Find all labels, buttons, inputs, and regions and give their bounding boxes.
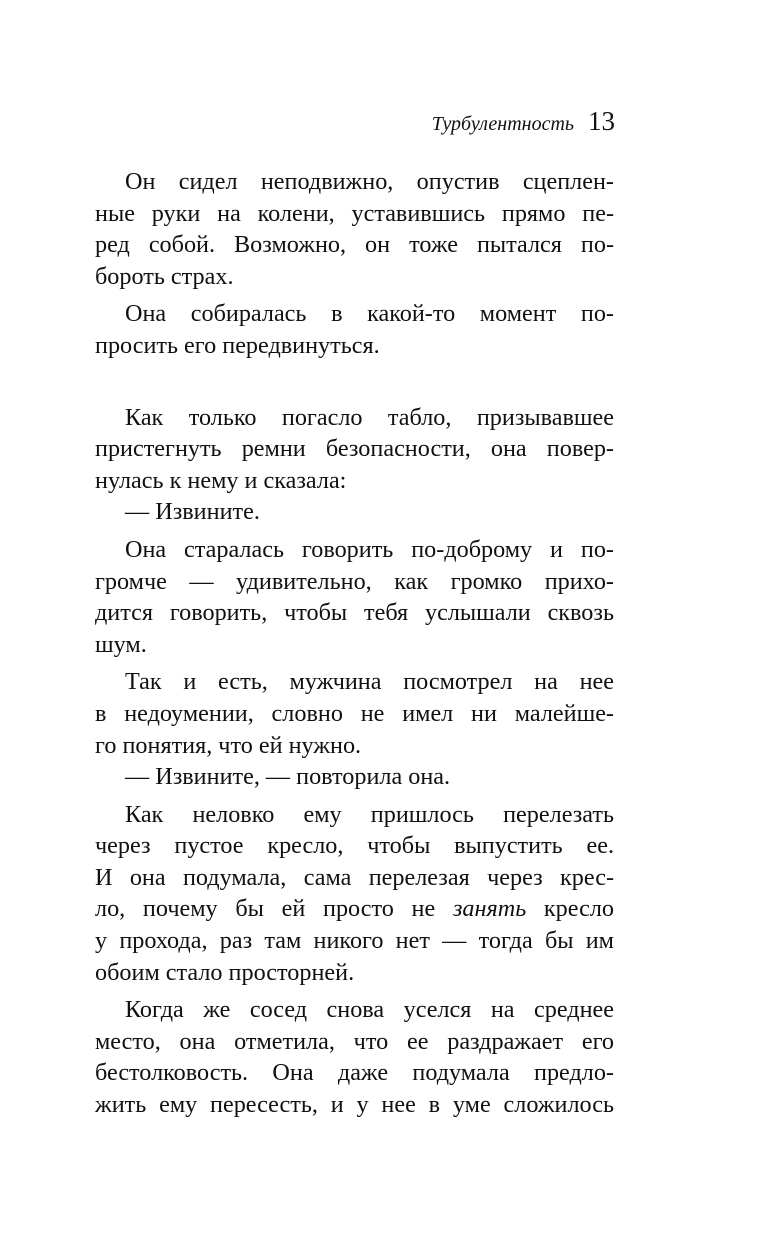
text-line: нулась к нему и сказала: — [95, 466, 347, 494]
text-line: просить его передвинуться. — [95, 331, 380, 359]
paragraph-8 — [95, 799, 614, 989]
paragraph-2 — [95, 298, 614, 361]
text-line: бестолковость. Она даже подумала предло- — [95, 1059, 614, 1087]
text-line: Когда же сосед снова уселся на среднее — [125, 996, 614, 1024]
emphasis-text: занять — [452, 895, 527, 923]
text-line: у прохода, раз там никого нет — тогда бы им — [95, 927, 614, 955]
text-line: через пустое кресло, чтобы выпустить ее. — [95, 832, 614, 860]
text-line: Как неловко ему пришлось перелезать — [125, 800, 614, 828]
text-line: жить ему пересесть, и у нее в уме сложилось — [95, 1091, 614, 1119]
text-line: Он сидел неподвижно, опустив сцеплен- — [125, 168, 614, 195]
text-line: — Извините, — повторила она. — [125, 763, 451, 791]
text-line: место, она отметила, что ее раздражает его — [95, 1027, 614, 1055]
text-line: Она старалась говорить по-доброму и по- — [125, 535, 614, 563]
body-text — [95, 166, 614, 1121]
text-line: обоим стало просторней. — [95, 958, 355, 986]
text-run: кресло — [526, 895, 615, 923]
page-header — [432, 106, 615, 137]
text-line: в недоумении, словно не имел ни малейше- — [95, 699, 614, 727]
text-line — [95, 893, 614, 925]
paragraph-7 — [95, 761, 614, 793]
running-title: Турбулентность — [431, 113, 574, 135]
text-line: Она собиралась в какой-то момент по- — [125, 300, 614, 328]
text-line: И она подумала, сама перелезая через крес- — [95, 863, 614, 891]
text-run: ло, почему бы ей просто не — [95, 895, 453, 923]
page-number: 13 — [588, 106, 615, 136]
text-line: Так и есть, мужчина посмотрел на нее — [125, 668, 614, 696]
text-line: шум. — [95, 630, 147, 658]
paragraph-6 — [95, 666, 614, 761]
text-line: дится говорить, чтобы тебя услышали сквозь — [95, 599, 614, 627]
text-line: бороть страх. — [95, 262, 234, 290]
paragraph-9 — [95, 994, 614, 1120]
paragraph-4 — [95, 496, 614, 528]
text-line: ред собой. Возможно, он тоже пытался по- — [95, 231, 614, 259]
text-line: громче — удивительно, как громко прихо- — [95, 567, 614, 595]
paragraph-5 — [95, 534, 614, 660]
section-break — [95, 362, 614, 402]
text-line: Как только погасло табло, призывавшее — [125, 403, 614, 431]
text-line: ные руки на колени, уставившись прямо пе- — [95, 199, 614, 227]
paragraph-3 — [95, 402, 614, 497]
text-line: пристегнуть ремни безопасности, она повер- — [95, 435, 614, 463]
paragraph-1 — [95, 166, 614, 292]
text-line: го понятия, что ей нужно. — [95, 731, 362, 759]
text-line: — Извините. — [125, 498, 260, 526]
